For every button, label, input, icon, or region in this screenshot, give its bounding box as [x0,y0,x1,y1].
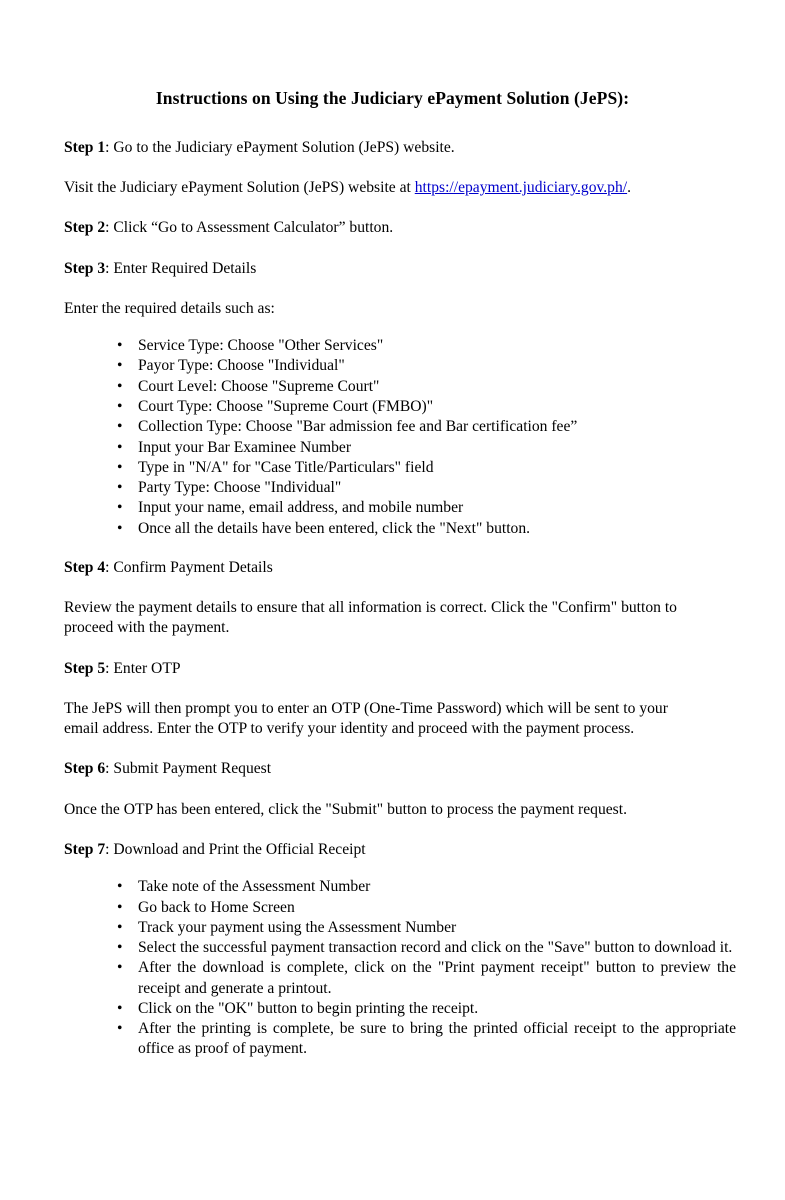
bullet-icon: • [117,519,123,537]
step-5-heading-text: Enter OTP [113,659,181,677]
list-item [64,1019,736,1060]
step-4-heading [64,558,682,578]
list-item-text: Input your Bar Examinee Number [138,438,352,456]
list-item-text: Select the successful payment transaction record and click on the "Save" button to download it. [138,939,733,957]
bullet-icon: • [117,458,123,476]
step-4-body: Review the payment details to ensure that all information is correct. Click the "Confirm" button to proceed with the payment. [64,599,677,637]
step-7-label: Step 7 [64,840,106,858]
document-body [0,138,785,1060]
list-item [64,498,736,518]
list-item-text: After the download is complete, click on the "Print payment receipt" button to preview the receipt and generate a printout. [138,959,736,997]
step-6-heading-text: Submit Payment Request [113,760,272,778]
step-1-separator: : [105,138,114,156]
list-item [64,999,736,1019]
list-item-text: Court Level: Choose "Supreme Court" [138,377,380,395]
list-item-text: Type in "N/A" for "Case Title/Particulars" field [138,458,434,476]
step-6-heading [64,759,682,779]
step-4-label: Step 4 [64,558,106,576]
step-1-heading-text: Go to the Judiciary ePayment Solution (JePS) website. [113,138,455,156]
list-item-text: Input your name, email address, and mobile number [138,499,464,517]
list-item-text: Party Type: Choose "Individual" [138,479,342,497]
step-7-separator: : [105,840,114,858]
spacer [64,739,730,759]
step-1-body-suffix: . [627,179,632,197]
list-item [64,478,736,498]
list-item-text: Go back to Home Screen [138,898,295,916]
step-1-body-prefix: Visit the Judiciary ePayment Solution (JePS) website at [64,179,415,197]
step-2-heading [64,218,682,238]
step-2-heading-text: Click “Go to Assessment Calculator” button. [113,219,394,237]
spacer [64,679,730,699]
spacer [64,820,730,840]
bullet-icon: • [117,918,123,936]
step-6-separator: : [105,760,114,778]
list-item [64,397,736,417]
list-item [64,898,736,918]
spacer [64,158,730,178]
bullet-icon: • [117,898,123,916]
spacer [64,860,730,877]
bullet-icon: • [117,479,123,497]
step-1-label: Step 1 [64,138,106,156]
step-2-label: Step 2 [64,219,106,237]
list-item-text: Service Type: Choose "Other Services" [138,337,384,355]
bullet-icon: • [117,878,123,896]
bullet-icon: • [117,398,123,415]
step-1-heading [64,138,682,158]
spacer [64,639,730,659]
spacer [64,279,730,299]
page-title: Instructions on Using the Judiciary ePayment Solution (JePS): [155,88,630,108]
jeps-website-link[interactable]: https://epayment.judiciary.gov.ph/ [414,179,628,197]
bullet-icon: • [117,999,123,1017]
step-4-separator: : [105,558,114,576]
step-1-body [64,178,682,198]
step-6-body: Once the OTP has been entered, click the "Submit" button to process the payment request. [64,800,627,818]
list-item [64,356,736,376]
list-item [64,438,736,458]
list-item-text: Once all the details have been entered, click the "Next" button. [138,519,531,537]
spacer [64,578,730,598]
step-5-separator: : [105,659,114,677]
step-3-intro: Enter the required details such as: [64,299,275,317]
spacer [64,198,730,218]
spacer [64,239,730,259]
step-3-heading [64,259,682,279]
step-3-separator: : [105,259,114,277]
step-5-body: The JePS will then prompt you to enter an OTP (One-Time Password) which will be sent to your email address. Enter the OTP to verify your identity and proceed with the payment process. [64,699,668,738]
list-item [64,519,736,539]
spacer [64,539,730,558]
list-item [64,336,736,356]
list-item [64,938,736,958]
step-2-separator: : [105,219,114,237]
list-item [64,417,736,437]
bullet-icon: • [117,959,123,977]
step-5-label: Step 5 [64,659,106,677]
spacer [64,319,730,336]
bullet-icon: • [117,1020,123,1038]
list-item [64,958,736,999]
list-item-text: Take note of the Assessment Number [138,878,371,896]
bullet-icon: • [117,337,123,355]
list-item [64,877,736,897]
page-bottom-margin [0,1060,785,1061]
step-3-bullet-list [64,336,736,539]
spacer [0,110,785,138]
list-item-text: Click on the "OK" button to begin printing the receipt. [138,999,479,1017]
list-item [64,377,736,397]
spacer [64,780,730,800]
step-5-heading [64,659,682,679]
bullet-icon: • [117,377,123,395]
step-3-label: Step 3 [64,259,106,277]
list-item-text: Collection Type: Choose "Bar admission fee and Bar certification fee” [138,418,578,436]
bullet-icon: • [117,499,123,517]
list-item-text: Payor Type: Choose "Individual" [138,357,345,375]
step-7-heading-text: Download and Print the Official Receipt [113,840,366,858]
step-6-label: Step 6 [64,760,106,778]
step-7-bullet-list [64,877,736,1059]
list-item-text: Court Type: Choose "Supreme Court (FMBO)" [138,398,434,415]
bullet-icon: • [117,418,123,436]
step-7-heading [64,840,682,860]
bullet-icon: • [117,939,123,957]
list-item-text: After the printing is complete, be sure to bring the printed official receipt to the appropriate office as proof of payment. [138,1020,736,1058]
list-item [64,918,736,938]
bullet-icon: • [117,438,123,456]
step-4-heading-text: Confirm Payment Details [113,558,273,576]
list-item [64,458,736,478]
list-item-text: Track your payment using the Assessment Number [138,918,457,936]
step-3-heading-text: Enter Required Details [113,259,257,277]
bullet-icon: • [117,357,123,375]
